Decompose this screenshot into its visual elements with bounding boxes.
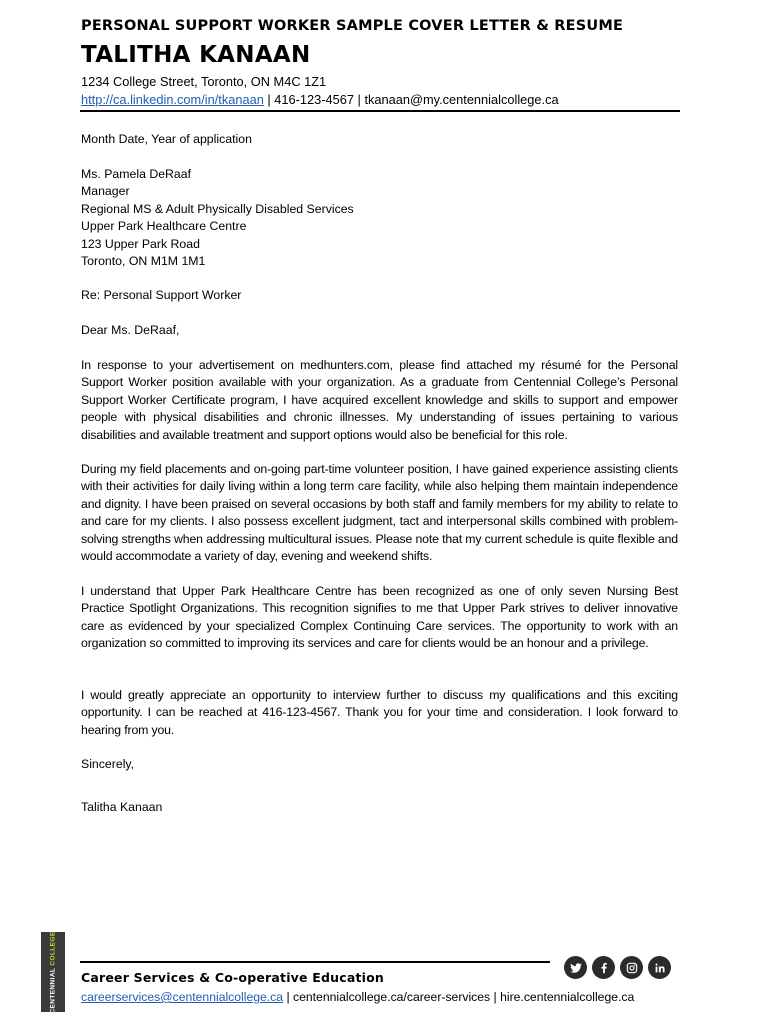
contact-line <box>81 92 559 107</box>
recipient-street: 123 Upper Park Road <box>81 236 200 251</box>
closing: Sincerely, <box>81 757 135 771</box>
hire-url: hire.centennialcollege.ca <box>500 990 635 1004</box>
re-prefix: Re: <box>81 288 104 302</box>
recipient-block <box>81 166 678 270</box>
twitter-icon[interactable] <box>564 956 587 979</box>
logo-text-centennial: CENTENNIAL <box>49 967 57 1014</box>
recipient-city: Toronto, ON M1M 1M1 <box>81 254 206 269</box>
paragraph-4: I would greatly appreciate an opportunity to interview further to discuss my qualifications and this exciting opportunity. I can be reached at 416-123-4567. Thank you for your time and consideration. I look forward to hearing from you. <box>81 688 678 737</box>
separator: | <box>286 990 290 1004</box>
phone-number: 416-123-4567 <box>274 92 354 107</box>
separator: | <box>267 92 271 107</box>
separator: | <box>357 92 361 107</box>
social-icons <box>564 956 671 979</box>
footer-divider <box>80 961 550 963</box>
linkedin-icon[interactable] <box>648 956 671 979</box>
footer-links <box>81 990 634 1004</box>
email-address: tkanaan@my.centennialcollege.ca <box>364 92 559 107</box>
header-divider <box>80 110 680 112</box>
recipient-title: Manager <box>81 184 130 199</box>
centennial-college-logo <box>41 932 65 1012</box>
salutation: Dear Ms. DeRaaf, <box>81 323 180 337</box>
paragraph-1: In response to your advertisement on medhunters.com, please find attached my résumé for the Personal Support Worker position available with your organization. As a graduate from Centennial College’s Personal Support Worker Certificate program, I have acquired excellent knowledge and skills to support and empower people with physical disabilities and chronic illnesses. My understanding of issues pertaining to various disabilities and available treatment and support options would also be beneficial for this role. <box>81 358 678 442</box>
footer-title: Career Services & Co-operative Education <box>81 970 385 985</box>
recipient-name: Ms. Pamela DeRaaf <box>81 167 192 181</box>
recipient-department: Regional MS & Adult Physically Disabled Services <box>81 201 354 216</box>
applicant-name: TALITHA KANAAN <box>81 42 311 68</box>
paragraph-2: During my field placements and on-going part-time volunteer position, I have gained experience assisting clients with their activities for daily living within a long term care facility, while also helping them maintain independence and dignity. I have been praised on several occasions by both staff and family members for my ability to relate to and care for my clients. I also possess excellent judgment, tact and interpersonal skills combined with problem-solving strengths when addressing multicultural issues. Please note that my current schedule is quite flexible and would accommodate a variety of day, evening and weekend shifts. <box>81 462 678 564</box>
instagram-icon[interactable] <box>620 956 643 979</box>
linkedin-link[interactable]: http://ca.linkedin.com/in/tkanaan <box>81 92 264 107</box>
re-subject: Personal Support Worker <box>103 288 242 302</box>
paragraph-3: I understand that Upper Park Healthcare Centre has been recognized as one of only seven Nursing Best Practice Spotlight Organizations. This recognition signifies to me that Upper Park strives to deliver innovative care as evidenced by your specialized Complex Continuing Care services. The opportunity to work with an organization so committed to improving its services and care for clients would be an honour and a privilege. <box>81 584 678 651</box>
career-services-email-link[interactable]: careerservices@centennialcollege.ca <box>81 990 284 1004</box>
letter-date: Month Date, Year of application <box>81 132 252 146</box>
signature-name: Talitha Kanaan <box>81 800 163 814</box>
career-services-url: centennialcollege.ca/career-services <box>293 990 491 1004</box>
document-title: PERSONAL SUPPORT WORKER SAMPLE COVER LETTER & RESUME <box>81 18 624 34</box>
applicant-address: 1234 College Street, Toronto, ON M4C 1Z1 <box>81 74 327 89</box>
recipient-organization: Upper Park Healthcare Centre <box>81 219 247 234</box>
facebook-icon[interactable] <box>592 956 615 979</box>
logo-text-college: COLLEGE <box>49 930 57 966</box>
separator: | <box>493 990 497 1004</box>
re-line <box>81 287 678 304</box>
